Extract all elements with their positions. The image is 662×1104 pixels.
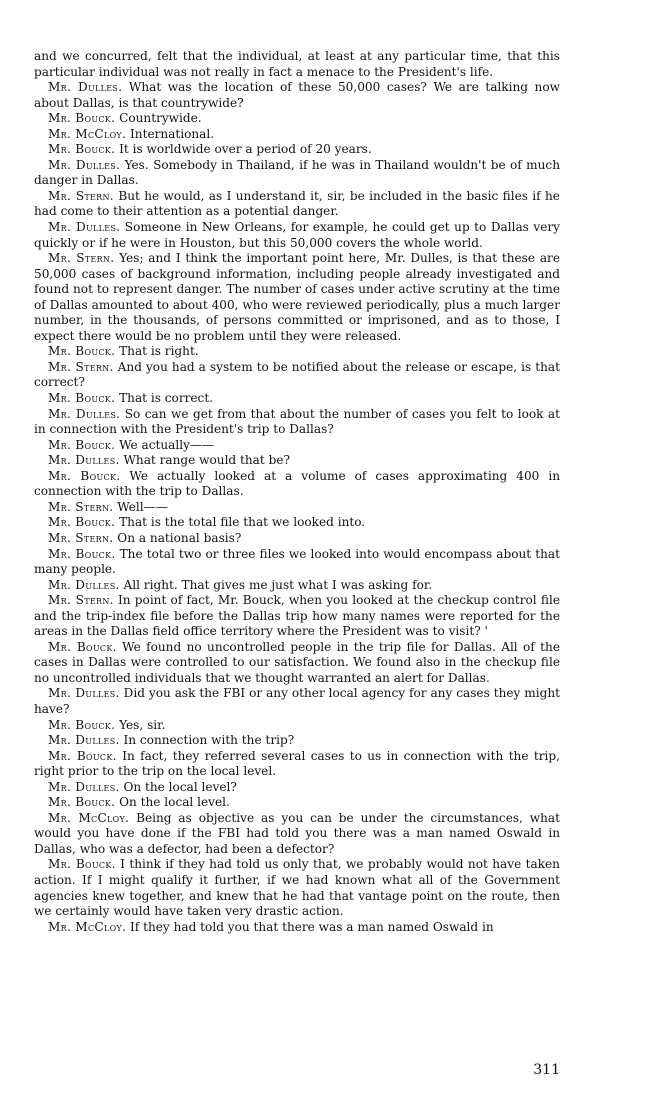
speaker-name: Mr. Dulles. <box>48 80 123 95</box>
speaker-text: We actually—— <box>119 437 215 452</box>
speaker-paragraph <box>34 158 560 189</box>
speaker-name: Mr. Bouck. <box>48 468 121 483</box>
speaker-text: All right. That gives me just what I was asking for. <box>123 577 433 592</box>
speaker-text: In point of fact, Mr. Bouck, when you looked at the checkup control file and the trip-index file before the Dallas trip how many names were reported for the areas in the Dallas field office territory where the President was to visit? ' <box>34 593 560 639</box>
speaker-text: Yes. Somebody in Thailand, if he was in Thailand wouldn't be of much danger in Dallas. <box>34 157 560 188</box>
speaker-text: It is worldwide over a period of 20 years. <box>119 142 372 157</box>
speaker-text: What range would that be? <box>123 453 290 468</box>
speaker-text: And you had a system to be notified about the release or escape, is that correct? <box>34 359 560 390</box>
speaker-name: Mr. Dulles. <box>48 406 121 421</box>
speaker-name: Mr. Bouck. <box>48 515 116 530</box>
speaker-name: Mr. Bouck. <box>48 344 116 359</box>
speaker-text: On the local level. <box>119 795 230 810</box>
opening-paragraph: and we concurred, felt that the individual, at least at any particular time, that this particular individual was not really in fact a menace to the President's life. <box>34 49 560 79</box>
speaker-text: We actually looked at a volume of cases approximating 400 in connection with the trip to Dallas. <box>34 468 560 499</box>
speaker-text: Well—— <box>117 499 168 514</box>
speaker-name: Mr. Dulles. <box>48 779 120 794</box>
speaker-text: Did you ask the FBI or any other local agency for any cases they might have? <box>34 686 561 716</box>
speaker-text: Yes, sir. <box>119 717 166 732</box>
speaker-name: Mr. Bouck. <box>48 639 117 654</box>
speaker-paragraph <box>34 189 560 220</box>
speaker-name: Mr. Bouck. <box>48 111 116 126</box>
speaker-text: So can we get from that about the number of cases you felt to look at in connection with the President's trip to Dallas? <box>34 406 560 437</box>
speaker-paragraph <box>34 220 560 251</box>
speaker-name: Mr. McCloy. <box>48 810 130 825</box>
speaker-text: Countrywide. <box>119 111 202 126</box>
speaker-name: Mr. Bouck. <box>48 795 116 810</box>
speaker-paragraph <box>34 360 560 391</box>
speaker-name: Mr. Dulles. <box>48 157 121 172</box>
speaker-name: Mr. Stern. <box>48 530 114 545</box>
speaker-name: Mr. Bouck. <box>48 546 116 561</box>
speaker-text: On a national basis? <box>117 530 242 545</box>
speaker-paragraph <box>34 640 560 687</box>
speaker-text: That is correct. <box>119 391 214 406</box>
speaker-text: If they had told you that there was a man named Oswald in <box>130 919 494 934</box>
speaker-name: Mr. Stern. <box>48 359 114 374</box>
speaker-paragraph <box>34 593 560 640</box>
speaker-text: That is the total file that we looked into. <box>119 515 366 530</box>
speaker-text: On the local level? <box>123 779 237 794</box>
speaker-text: What was the location of these 50,000 cases? We are talking now about Dallas, is that countrywide? <box>34 80 560 110</box>
speaker-text: We found no uncontrolled people in the trip file for Dallas. All of the cases in Dallas were controlled to our satisfaction. We found also in the checkup file no uncontrolled individuals that we thought warranted an alert for Dallas. <box>34 639 560 685</box>
speaker-name: Mr. Dulles. <box>48 577 120 592</box>
speaker-text: International. <box>130 126 215 141</box>
speaker-text: Being as objective as you can be under the circumstances, what would you have done if the FBI had told you there was a man named Oswald in Dallas, who was a defector, had been a defector? <box>34 810 560 856</box>
speaker-paragraph <box>34 438 560 454</box>
speaker-name: Mr. McCloy. <box>48 126 127 141</box>
speaker-paragraph <box>34 857 560 919</box>
speaker-paragraph <box>34 391 560 407</box>
speaker-paragraph <box>34 686 560 717</box>
speaker-text: Someone in New Orleans, for example, he could get up to Dallas very quickly or if he were in Houston, but this 50,000 covers the whole world. <box>34 220 560 250</box>
speaker-paragraph <box>34 127 560 143</box>
speaker-name: Mr. Bouck. <box>48 857 116 872</box>
speaker-paragraph <box>34 251 560 344</box>
speaker-name: Mr. Stern. <box>48 499 114 514</box>
speaker-name: Mr. Stern. <box>48 188 114 203</box>
speaker-paragraph <box>34 749 560 780</box>
speaker-text: But he would, as I understand it, sir, be included in the basic files if he had come to their attention as a potential danger. <box>34 188 560 219</box>
speaker-name: Mr. Dulles. <box>48 220 121 235</box>
speaker-paragraph <box>34 80 560 111</box>
speaker-paragraph <box>34 111 560 127</box>
speaker-name: Mr. Bouck. <box>48 748 117 763</box>
page-number: 311 <box>533 1062 560 1078</box>
speaker-name: Mr. McCloy. <box>48 919 127 934</box>
transcript-body <box>34 49 560 935</box>
speaker-paragraph <box>34 733 560 749</box>
exchange-list <box>34 80 560 935</box>
speaker-name: Mr. Stern. <box>48 593 114 608</box>
speaker-text: The total two or three files we looked into would encompass about that many people. <box>34 546 560 577</box>
speaker-name: Mr. Bouck. <box>48 437 116 452</box>
speaker-paragraph <box>34 500 560 516</box>
speaker-name: Mr. Dulles. <box>48 453 120 468</box>
speaker-paragraph <box>34 578 560 594</box>
speaker-name: Mr. Dulles. <box>48 686 120 701</box>
speaker-paragraph <box>34 920 560 936</box>
speaker-paragraph <box>34 469 560 500</box>
speaker-paragraph <box>34 142 560 158</box>
speaker-text: I think if they had told us only that, we probably would not have taken action. If I might qualify it further, if we had known what all of the Government agencies knew together, and knew that he had that vantage point on the route, then we certainly would have taken very drastic action. <box>34 857 560 919</box>
speaker-paragraph <box>34 531 560 547</box>
speaker-paragraph <box>34 344 560 360</box>
speaker-text: Yes; and I think the important point here, Mr. Dulles, is that these are 50,000 cases of background information, including people already investigated and found not to represent danger. The number of cases under active scrutiny at the time of Dallas amounted to about 400, who were reviewed periodically, plus a much larger number, in the thousands, of persons committed or imprisoned, and as to those, I expect there would be no problem until they were released. <box>34 251 560 343</box>
speaker-paragraph <box>34 407 560 438</box>
speaker-paragraph <box>34 453 560 469</box>
speaker-text: In connection with the trip? <box>123 733 295 748</box>
speaker-name: Mr. Stern. <box>48 251 115 266</box>
speaker-paragraph <box>34 780 560 796</box>
speaker-text: In fact, they referred several cases to us in connection with the trip, right prior to the trip on the local level. <box>34 748 560 779</box>
speaker-text: That is right. <box>119 344 199 359</box>
speaker-name: Mr. Dulles. <box>48 733 120 748</box>
speaker-paragraph <box>34 547 560 578</box>
speaker-paragraph <box>34 718 560 734</box>
speaker-name: Mr. Bouck. <box>48 717 116 732</box>
speaker-paragraph <box>34 515 560 531</box>
speaker-paragraph <box>34 795 560 811</box>
speaker-name: Mr. Bouck. <box>48 142 116 157</box>
speaker-name: Mr. Bouck. <box>48 391 116 406</box>
speaker-paragraph <box>34 811 560 858</box>
